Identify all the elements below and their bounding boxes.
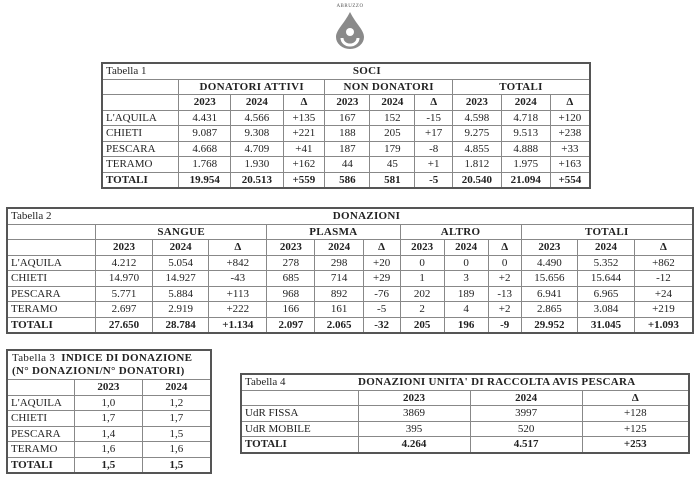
row-label: L'AQUILA bbox=[7, 395, 75, 411]
table-cell: +2 bbox=[488, 271, 521, 287]
table-cell: 520 bbox=[470, 421, 582, 437]
table-cell: 1,4 bbox=[75, 426, 143, 442]
table-row bbox=[102, 141, 590, 157]
year-header: 2024 bbox=[142, 380, 211, 396]
table-cell: 4.855 bbox=[452, 141, 501, 157]
table-cell: -32 bbox=[363, 317, 400, 333]
year-header: 2024 bbox=[470, 390, 582, 406]
group-header: DONATORI ATTIVI bbox=[179, 79, 325, 95]
row-label: PESCARA bbox=[7, 426, 75, 442]
table-cell: +120 bbox=[550, 110, 590, 126]
table-cell: 1,6 bbox=[142, 442, 211, 458]
year-header: 2023 bbox=[400, 240, 444, 256]
table-title-row bbox=[7, 208, 693, 224]
group-header: SANGUE bbox=[96, 224, 267, 240]
table-cell: 1,5 bbox=[142, 457, 211, 473]
table-row bbox=[7, 286, 693, 302]
table-cell: 5.054 bbox=[152, 255, 209, 271]
table-cell: +125 bbox=[582, 421, 689, 437]
table-cell: 3997 bbox=[470, 406, 582, 422]
group-header-row bbox=[7, 224, 693, 240]
table-cell: 2.097 bbox=[267, 317, 315, 333]
table-cell: 298 bbox=[315, 255, 363, 271]
row-label: UdR MOBILE bbox=[241, 421, 358, 437]
year-header: 2023 bbox=[179, 95, 231, 111]
table-caption: Tabella 2 bbox=[7, 208, 267, 224]
avis-logo bbox=[324, 4, 376, 52]
table-cell: -5 bbox=[363, 302, 400, 318]
year-header: 2023 bbox=[75, 380, 143, 396]
table-cell: -43 bbox=[209, 271, 267, 287]
table-cell: 19.954 bbox=[179, 172, 231, 188]
table-caption: Tabella 3 bbox=[12, 352, 56, 364]
table-cell: 15.644 bbox=[578, 271, 635, 287]
table-caption: Tabella 1 bbox=[102, 63, 325, 79]
table-cell: 2.697 bbox=[96, 302, 153, 318]
empty-cell bbox=[7, 240, 96, 256]
empty-cell bbox=[241, 390, 358, 406]
table-cell: 152 bbox=[370, 110, 415, 126]
year-header: 2023 bbox=[267, 240, 315, 256]
table-cell: 1,0 bbox=[75, 395, 143, 411]
table-title: DONAZIONI bbox=[267, 208, 693, 224]
table-cell: +222 bbox=[209, 302, 267, 318]
table-cell: 1.768 bbox=[179, 157, 231, 173]
empty-cell bbox=[7, 380, 75, 396]
year-header: 2024 bbox=[231, 95, 283, 111]
table-title: DONAZIONI UNITA' DI RACCOLTA AVIS PESCARA bbox=[358, 374, 689, 390]
table-cell: 14.927 bbox=[152, 271, 209, 287]
row-label: L'AQUILA bbox=[102, 110, 179, 126]
table-row bbox=[7, 255, 693, 271]
table-cell: -5 bbox=[415, 172, 453, 188]
table-row bbox=[7, 302, 693, 318]
table-cell: 1,7 bbox=[75, 411, 143, 427]
table-cell: 4 bbox=[444, 302, 488, 318]
total-row bbox=[7, 457, 211, 473]
table-cell: 28.784 bbox=[152, 317, 209, 333]
table-cell: 2.919 bbox=[152, 302, 209, 318]
table-cell: +163 bbox=[550, 157, 590, 173]
table-cell: +33 bbox=[550, 141, 590, 157]
table-cell: 4.517 bbox=[470, 437, 582, 453]
table-cell: 1,5 bbox=[142, 426, 211, 442]
table-cell: -76 bbox=[363, 286, 400, 302]
table-cell: +128 bbox=[582, 406, 689, 422]
table-cell: -9 bbox=[488, 317, 521, 333]
table-cell: 0 bbox=[444, 255, 488, 271]
table-row bbox=[102, 157, 590, 173]
table-cell: 205 bbox=[400, 317, 444, 333]
table-cell: 4.264 bbox=[358, 437, 470, 453]
table-cell: +238 bbox=[550, 126, 590, 142]
row-label: TERAMO bbox=[7, 302, 96, 318]
table-cell: -13 bbox=[488, 286, 521, 302]
table-row bbox=[7, 395, 211, 411]
logo-text: ABRUZZO bbox=[336, 4, 364, 9]
table-cell: +17 bbox=[415, 126, 453, 142]
sub-header-row bbox=[7, 380, 211, 396]
row-label: PESCARA bbox=[102, 141, 179, 157]
table-cell: +221 bbox=[283, 126, 325, 142]
row-label: TOTALI bbox=[102, 172, 179, 188]
table-cell: 3869 bbox=[358, 406, 470, 422]
delta-header: Δ bbox=[582, 390, 689, 406]
table-subtitle: (N° DONAZIONI/N° DONATORI) bbox=[12, 365, 185, 377]
group-header: TOTALI bbox=[521, 224, 693, 240]
group-header-row bbox=[102, 79, 590, 95]
group-header: NON DONATORI bbox=[325, 79, 453, 95]
table-cell: 1,6 bbox=[75, 442, 143, 458]
table-cell: 9.513 bbox=[501, 126, 550, 142]
table-cell: 1,5 bbox=[75, 457, 143, 473]
total-row bbox=[7, 317, 693, 333]
table-cell: +842 bbox=[209, 255, 267, 271]
table-cell: 0 bbox=[488, 255, 521, 271]
table-cell: 3.084 bbox=[578, 302, 635, 318]
empty-cell bbox=[7, 224, 96, 240]
table-cell: 6.941 bbox=[521, 286, 578, 302]
row-label: CHIETI bbox=[102, 126, 179, 142]
table-cell: 9.308 bbox=[231, 126, 283, 142]
table-cell: 20.540 bbox=[452, 172, 501, 188]
table-cell: 29.952 bbox=[521, 317, 578, 333]
table-cell: 179 bbox=[370, 141, 415, 157]
table-cell: -15 bbox=[415, 110, 453, 126]
row-label: CHIETI bbox=[7, 271, 96, 287]
table-cell: 968 bbox=[267, 286, 315, 302]
table-cell: +219 bbox=[634, 302, 693, 318]
table-cell: 4.598 bbox=[452, 110, 501, 126]
table-title: INDICE DI DONAZIONE bbox=[61, 352, 193, 364]
table-cell: 21.094 bbox=[501, 172, 550, 188]
year-header: 2023 bbox=[358, 390, 470, 406]
table-cell: 0 bbox=[400, 255, 444, 271]
table-unita-raccolta bbox=[240, 373, 690, 454]
table-cell: 4.668 bbox=[179, 141, 231, 157]
table-cell: 9.087 bbox=[179, 126, 231, 142]
table-cell: +2 bbox=[488, 302, 521, 318]
table-cell: 166 bbox=[267, 302, 315, 318]
year-header: 2023 bbox=[521, 240, 578, 256]
table-cell: 5.884 bbox=[152, 286, 209, 302]
table-row bbox=[102, 126, 590, 142]
row-label: CHIETI bbox=[7, 411, 75, 427]
table-cell: 44 bbox=[325, 157, 370, 173]
table-cell: +862 bbox=[634, 255, 693, 271]
table-cell: 45 bbox=[370, 157, 415, 173]
table-cell: 685 bbox=[267, 271, 315, 287]
year-header: 2023 bbox=[452, 95, 501, 111]
table-cell: 31.045 bbox=[578, 317, 635, 333]
table-cell: 9.275 bbox=[452, 126, 501, 142]
table-cell: 581 bbox=[370, 172, 415, 188]
table-row bbox=[241, 406, 689, 422]
table-cell: 196 bbox=[444, 317, 488, 333]
year-header: 2023 bbox=[96, 240, 153, 256]
total-row bbox=[102, 172, 590, 188]
table-cell: +41 bbox=[283, 141, 325, 157]
drop-emblem-icon bbox=[330, 10, 370, 50]
table-cell: 2.865 bbox=[521, 302, 578, 318]
table-cell: +29 bbox=[363, 271, 400, 287]
table-row bbox=[7, 426, 211, 442]
table-cell: 6.965 bbox=[578, 286, 635, 302]
delta-header: Δ bbox=[415, 95, 453, 111]
year-header: 2024 bbox=[501, 95, 550, 111]
table-cell: 189 bbox=[444, 286, 488, 302]
table-caption: Tabella 4 bbox=[241, 374, 358, 390]
table-cell: 202 bbox=[400, 286, 444, 302]
table-title: SOCI bbox=[325, 63, 590, 79]
table-title-cell bbox=[7, 350, 211, 380]
year-header: 2024 bbox=[152, 240, 209, 256]
table-cell: 1.812 bbox=[452, 157, 501, 173]
table-cell: +559 bbox=[283, 172, 325, 188]
table-cell: 4.718 bbox=[501, 110, 550, 126]
table-cell: 2 bbox=[400, 302, 444, 318]
row-label: TERAMO bbox=[7, 442, 75, 458]
table-cell: +24 bbox=[634, 286, 693, 302]
row-label: UdR FISSA bbox=[241, 406, 358, 422]
table-cell: 5.352 bbox=[578, 255, 635, 271]
table-cell: 1.975 bbox=[501, 157, 550, 173]
table-cell: 167 bbox=[325, 110, 370, 126]
table-cell: 586 bbox=[325, 172, 370, 188]
table-cell: +162 bbox=[283, 157, 325, 173]
row-label: L'AQUILA bbox=[7, 255, 96, 271]
table-soci bbox=[101, 62, 591, 189]
table-title-row bbox=[241, 374, 689, 390]
table-cell: 4.888 bbox=[501, 141, 550, 157]
table-cell: 5.771 bbox=[96, 286, 153, 302]
table-cell: 4.490 bbox=[521, 255, 578, 271]
table-cell: 161 bbox=[315, 302, 363, 318]
table-row bbox=[102, 110, 590, 126]
year-header: 2023 bbox=[325, 95, 370, 111]
table-row bbox=[7, 271, 693, 287]
table-row bbox=[241, 421, 689, 437]
table-cell: 4.212 bbox=[96, 255, 153, 271]
group-header: ALTRO bbox=[400, 224, 521, 240]
row-label: TERAMO bbox=[102, 157, 179, 173]
table-cell: 15.656 bbox=[521, 271, 578, 287]
group-header: PLASMA bbox=[267, 224, 400, 240]
table-cell: -12 bbox=[634, 271, 693, 287]
table-indice-donazione bbox=[6, 349, 212, 474]
table-cell: 205 bbox=[370, 126, 415, 142]
table-cell: 187 bbox=[325, 141, 370, 157]
delta-header: Δ bbox=[634, 240, 693, 256]
sub-header-row bbox=[7, 240, 693, 256]
table-cell: 188 bbox=[325, 126, 370, 142]
table-cell: +1 bbox=[415, 157, 453, 173]
table-cell: +20 bbox=[363, 255, 400, 271]
delta-header: Δ bbox=[283, 95, 325, 111]
delta-header: Δ bbox=[363, 240, 400, 256]
year-header: 2024 bbox=[370, 95, 415, 111]
table-cell: 14.970 bbox=[96, 271, 153, 287]
table-cell: 20.513 bbox=[231, 172, 283, 188]
table-cell: 1 bbox=[400, 271, 444, 287]
delta-header: Δ bbox=[550, 95, 590, 111]
table-cell: 714 bbox=[315, 271, 363, 287]
table-cell: 2.065 bbox=[315, 317, 363, 333]
table-cell: -8 bbox=[415, 141, 453, 157]
row-label: TOTALI bbox=[7, 457, 75, 473]
table-cell: 278 bbox=[267, 255, 315, 271]
table-cell: +253 bbox=[582, 437, 689, 453]
row-label: PESCARA bbox=[7, 286, 96, 302]
table-cell: 1,7 bbox=[142, 411, 211, 427]
year-header: 2024 bbox=[578, 240, 635, 256]
delta-header: Δ bbox=[209, 240, 267, 256]
table-cell: 1,2 bbox=[142, 395, 211, 411]
table-cell: 395 bbox=[358, 421, 470, 437]
total-row bbox=[241, 437, 689, 453]
empty-cell bbox=[102, 79, 179, 95]
group-header: TOTALI bbox=[452, 79, 590, 95]
table-cell: 892 bbox=[315, 286, 363, 302]
table-cell: 27.650 bbox=[96, 317, 153, 333]
empty-cell bbox=[102, 95, 179, 111]
table-cell: +113 bbox=[209, 286, 267, 302]
delta-header: Δ bbox=[488, 240, 521, 256]
table-row bbox=[7, 411, 211, 427]
year-header: 2024 bbox=[315, 240, 363, 256]
table-cell: 4.709 bbox=[231, 141, 283, 157]
table-title-row bbox=[102, 63, 590, 79]
table-row bbox=[7, 442, 211, 458]
table-cell: +554 bbox=[550, 172, 590, 188]
row-label: TOTALI bbox=[7, 317, 96, 333]
sub-header-row bbox=[241, 390, 689, 406]
table-cell: +1.093 bbox=[634, 317, 693, 333]
sub-header-row bbox=[102, 95, 590, 111]
table-cell: 3 bbox=[444, 271, 488, 287]
table-title-row bbox=[7, 350, 211, 380]
table-cell: 1.930 bbox=[231, 157, 283, 173]
table-cell: 4.431 bbox=[179, 110, 231, 126]
table-donazioni bbox=[6, 207, 694, 334]
year-header: 2024 bbox=[444, 240, 488, 256]
table-cell: 4.566 bbox=[231, 110, 283, 126]
table-cell: +135 bbox=[283, 110, 325, 126]
table-cell: +1.134 bbox=[209, 317, 267, 333]
row-label: TOTALI bbox=[241, 437, 358, 453]
